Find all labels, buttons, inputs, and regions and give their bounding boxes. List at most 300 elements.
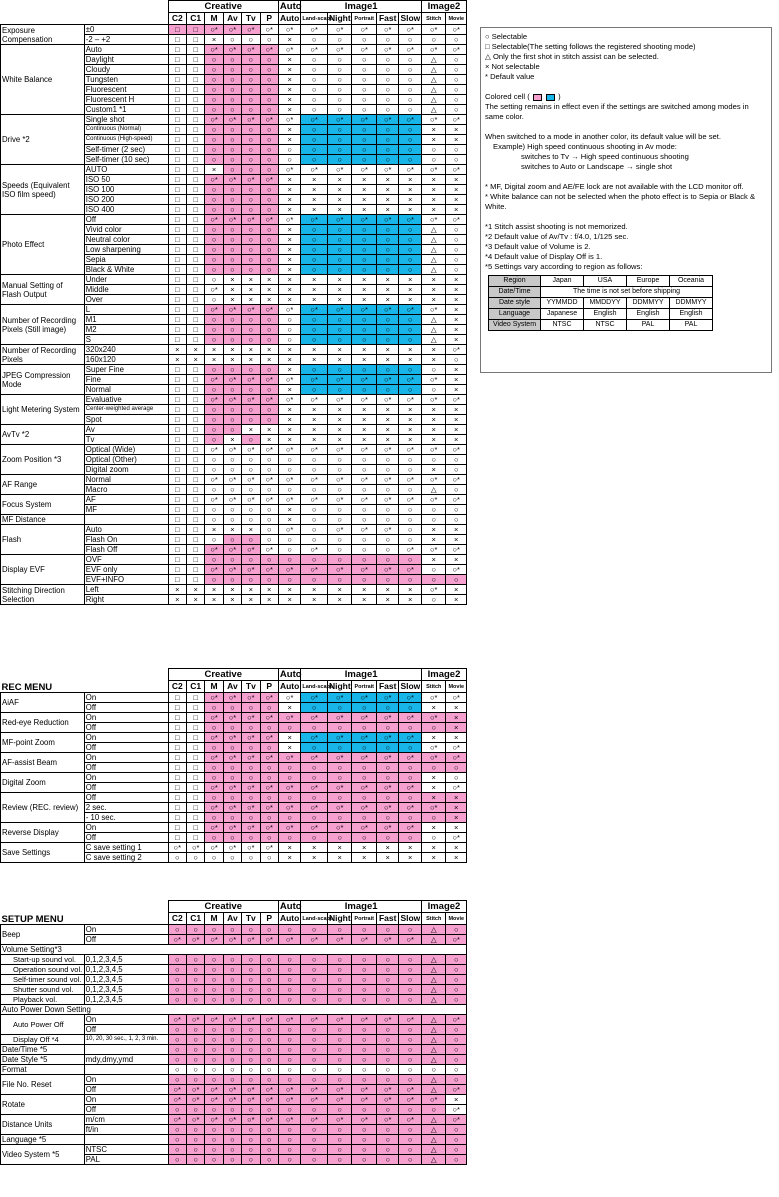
mode-cell: ○* — [352, 495, 377, 505]
mode-cell: ○* — [376, 733, 398, 743]
setting-label: m/cm — [84, 1115, 168, 1125]
colored-note: The setting remains in effect even if the settings are switched among modes in same color. — [485, 102, 749, 121]
mode-cell: ○* — [421, 45, 446, 55]
mode-cell: ○ — [205, 813, 223, 823]
mode-cell: ○ — [446, 455, 467, 465]
mode-cell: ○ — [260, 1125, 278, 1135]
mode-cell: × — [301, 185, 328, 195]
mode-cell: ○ — [242, 95, 260, 105]
mode-cell: ○ — [327, 1045, 352, 1055]
mode-cell: ○ — [376, 545, 398, 555]
mode-cell: ○ — [399, 1145, 422, 1155]
mode-cell: ○* — [399, 25, 422, 35]
mode-cell: × — [327, 585, 352, 595]
mode-cell: ○ — [301, 813, 328, 823]
mode-cell: ○ — [446, 465, 467, 475]
setting-label: Middle — [84, 285, 168, 295]
mode-cell: ○ — [327, 85, 352, 95]
mode-cell: ○ — [223, 145, 241, 155]
mode-cell: × — [278, 85, 300, 95]
mode-cell: ○* — [301, 165, 328, 175]
setting-label: On — [84, 925, 168, 935]
table-row — [1, 115, 467, 125]
mode-cell: × — [327, 175, 352, 185]
mode-cell: □ — [168, 185, 186, 195]
mode-cell: □ — [186, 525, 204, 535]
mode-cell: ○* — [260, 1085, 278, 1095]
mode-cell: ○* — [186, 843, 204, 853]
mode-cell: × — [421, 205, 446, 215]
mode-cell: × — [278, 65, 300, 75]
setting-label: Custom1 *1 — [84, 105, 168, 115]
mode-cell: ○ — [352, 763, 377, 773]
mode-cell: ○* — [446, 743, 467, 753]
mode-cell: × — [278, 235, 300, 245]
mode-cell: ○* — [327, 115, 352, 125]
mode-cell: ○ — [327, 235, 352, 245]
mode-cell: □ — [168, 75, 186, 85]
mode-cell: ○ — [205, 1055, 223, 1065]
mode-cell: □ — [168, 733, 186, 743]
mode-cell: × — [260, 345, 278, 355]
mode-cell: × — [301, 415, 328, 425]
section-label: Date/Time *5 — [1, 1045, 85, 1055]
region-cell: DDMMYY — [670, 298, 713, 309]
mode-cell: ○* — [223, 733, 241, 743]
mode-cell: □ — [186, 485, 204, 495]
mode-cell: △ — [421, 985, 446, 995]
section-label: Auto Power Off — [1, 1015, 85, 1035]
mode-cell: ○ — [327, 125, 352, 135]
mode-cell: ○* — [399, 215, 422, 225]
mode-cell: ○ — [278, 925, 300, 935]
mode-cell: ○ — [223, 85, 241, 95]
mode-cell: ○* — [352, 395, 377, 405]
mode-cell: × — [301, 425, 328, 435]
mode-cell: ○* — [327, 1115, 352, 1125]
mode-cell: ○ — [260, 95, 278, 105]
mode-cell: □ — [168, 165, 186, 175]
mode-cell: ○ — [301, 1125, 328, 1135]
mode-cell: × — [399, 195, 422, 205]
mode-cell: ○ — [399, 265, 422, 275]
mode-cell: ○* — [260, 25, 278, 35]
mode-cell: ○ — [352, 265, 377, 275]
mode-cell: ○* — [278, 495, 300, 505]
setting-label: Continuous (High-speed) — [84, 135, 168, 145]
group-header: Image2 — [421, 901, 466, 913]
mode-cell: ○* — [278, 215, 300, 225]
mode-cell: □ — [186, 25, 204, 35]
section-label: Self-timer sound vol. — [1, 975, 85, 985]
mode-cell: □ — [168, 145, 186, 155]
mode-cell: □ — [168, 465, 186, 475]
mode-cell: ○ — [399, 105, 422, 115]
mode-cell: ○ — [399, 1035, 422, 1045]
group-header: Auto — [279, 901, 302, 912]
mode-cell: × — [446, 385, 467, 395]
mode-cell: ○* — [446, 753, 467, 763]
mode-cell: □ — [168, 555, 186, 565]
mode-cell: ○* — [223, 1095, 241, 1105]
table-row — [1, 365, 467, 375]
mode-cell: ○ — [352, 773, 377, 783]
mode-cell: ○ — [327, 385, 352, 395]
mode-cell: □ — [168, 495, 186, 505]
mode-cell: ○ — [205, 295, 223, 305]
mode-cell: × — [446, 823, 467, 833]
mode-cell: ○ — [376, 225, 398, 235]
mode-cell: ○ — [352, 535, 377, 545]
mode-cell: ○ — [376, 1075, 398, 1085]
mode-cell: ○ — [352, 225, 377, 235]
setting-label: Off — [84, 703, 168, 713]
mode-cell: ○ — [376, 793, 398, 803]
table-row — [1, 823, 467, 833]
mode-cell: ○* — [327, 1085, 352, 1095]
mode-cell: □ — [168, 723, 186, 733]
mode-cell: × — [352, 195, 377, 205]
mode-cell: ○ — [205, 365, 223, 375]
table-row — [1, 1055, 467, 1065]
mode-cell: × — [242, 585, 260, 595]
mode-cell: ○ — [278, 793, 300, 803]
mode-cell: ○ — [352, 985, 377, 995]
mode-cell: ○ — [205, 405, 223, 415]
mode-cell: ○* — [205, 445, 223, 455]
mode-cell: × — [446, 405, 467, 415]
mode-cell: ○ — [421, 155, 446, 165]
mode-cell: □ — [186, 305, 204, 315]
mode-cell: × — [421, 135, 446, 145]
mode-cell: ○ — [205, 185, 223, 195]
mode-cell: ○ — [446, 955, 467, 965]
mode-cell: ○* — [242, 175, 260, 185]
setting-label: NTSC — [84, 1145, 168, 1155]
mode-cell: ○* — [301, 565, 328, 575]
mode-cell: × — [421, 195, 446, 205]
mode-header: M — [205, 681, 223, 693]
mode-cell: ○ — [205, 235, 223, 245]
mode-cell: × — [278, 255, 300, 265]
mode-cell: ○* — [278, 935, 300, 945]
table-row — [1, 555, 467, 565]
mode-cell: ○* — [223, 753, 241, 763]
mode-cell: × — [376, 185, 398, 195]
mode-cell: □ — [168, 535, 186, 545]
mode-cell: ○ — [223, 743, 241, 753]
mode-cell: ○* — [376, 935, 398, 945]
mode-cell: ○ — [168, 965, 186, 975]
mode-cell: ○ — [260, 955, 278, 965]
section-label: Rotate — [1, 1095, 85, 1115]
mode-cell: ○* — [223, 565, 241, 575]
mode-cell: ○ — [446, 1065, 467, 1075]
section-label: Auto Power Down Setting — [1, 1005, 467, 1015]
mode-cell: ○ — [278, 1045, 300, 1055]
setting-label: - 10 sec. — [84, 813, 168, 823]
mode-cell: ○* — [278, 803, 300, 813]
mode-cell: ○* — [352, 783, 377, 793]
mode-cell: ○* — [205, 215, 223, 225]
mode-cell: ○ — [168, 975, 186, 985]
mode-cell: □ — [186, 115, 204, 125]
mode-cell: ○ — [399, 1075, 422, 1085]
mode-cell: △ — [421, 235, 446, 245]
mode-cell: ○* — [260, 935, 278, 945]
mode-header: Fast — [376, 681, 398, 693]
mode-cell: □ — [168, 455, 186, 465]
setting-label: On — [84, 713, 168, 723]
mode-cell: △ — [421, 1025, 446, 1035]
mode-cell: × — [376, 843, 398, 853]
mode-cell: × — [421, 843, 446, 853]
mode-cell: ○* — [376, 305, 398, 315]
mode-cell: × — [399, 175, 422, 185]
mode-cell: □ — [168, 215, 186, 225]
mode-cell: ○* — [278, 693, 300, 703]
setting-label: Optical (Other) — [84, 455, 168, 465]
mode-cell: ○ — [376, 975, 398, 985]
mode-cell: × — [278, 75, 300, 85]
mode-cell: ○ — [223, 185, 241, 195]
mode-cell: ○ — [301, 743, 328, 753]
setting-label: Off — [84, 763, 168, 773]
mode-cell: ○ — [352, 575, 377, 585]
mode-cell: ○* — [242, 783, 260, 793]
mode-cell: ○ — [376, 813, 398, 823]
group-header: Auto — [279, 669, 302, 680]
mode-cell: × — [446, 853, 467, 863]
mode-cell: ○* — [205, 843, 223, 853]
mode-cell: ○ — [399, 145, 422, 155]
mode-cell: × — [376, 355, 398, 365]
mode-cell: △ — [421, 975, 446, 985]
mode-cell: ○ — [260, 265, 278, 275]
mode-cell: ○ — [301, 485, 328, 495]
mode-cell: ○ — [376, 995, 398, 1005]
mode-cell: × — [327, 843, 352, 853]
mode-cell: ○ — [352, 1075, 377, 1085]
mode-cell: × — [446, 325, 467, 335]
mode-cell: ○* — [186, 935, 204, 945]
mode-cell: ○ — [242, 1045, 260, 1055]
mode-cell: ○ — [223, 773, 241, 783]
mode-cell: ○* — [301, 45, 328, 55]
mode-cell: ○* — [205, 803, 223, 813]
mode-cell: ○ — [301, 1045, 328, 1055]
mode-cell: × — [446, 713, 467, 723]
mode-cell: × — [278, 505, 300, 515]
section-label: Number of Recording Pixels (Still image) — [1, 305, 85, 345]
setting-label: Digital zoom — [84, 465, 168, 475]
mode-cell: ○ — [168, 1135, 186, 1145]
mode-cell: ○ — [446, 85, 467, 95]
mode-cell: ○ — [205, 505, 223, 515]
mode-cell: ○ — [278, 315, 300, 325]
mode-cell: ○ — [168, 925, 186, 935]
mode-cell: × — [352, 275, 377, 285]
mode-cell: ○* — [446, 215, 467, 225]
mode-cell: ○* — [327, 475, 352, 485]
mode-cell: □ — [168, 545, 186, 555]
mode-cell: ○* — [421, 585, 446, 595]
mode-cell: ○ — [446, 105, 467, 115]
mode-cell: ○ — [399, 245, 422, 255]
setting-label: Low sharpening — [84, 245, 168, 255]
mode-cell: × — [205, 345, 223, 355]
mode-cell: ○ — [376, 85, 398, 95]
mode-cell: × — [446, 295, 467, 305]
mode-cell: × — [186, 585, 204, 595]
mode-cell: ○ — [376, 1145, 398, 1155]
section-label: White Balance — [1, 45, 85, 115]
region-cell: Oceania — [670, 276, 713, 287]
mode-header: P — [260, 913, 278, 925]
mode-cell: ○* — [242, 1085, 260, 1095]
mode-cell: × — [327, 405, 352, 415]
setting-label: L — [84, 305, 168, 315]
mode-header: C2 — [168, 13, 186, 25]
mode-cell: ○* — [327, 215, 352, 225]
mode-cell: ○ — [327, 545, 352, 555]
mode-cell: ○ — [446, 575, 467, 585]
mode-cell: ○ — [327, 925, 352, 935]
mode-cell: ○ — [421, 833, 446, 843]
mode-cell: ○ — [278, 555, 300, 565]
mode-cell: ○ — [327, 55, 352, 65]
mode-cell: ○ — [352, 325, 377, 335]
mode-cell: ○ — [376, 125, 398, 135]
mode-cell: ○ — [376, 265, 398, 275]
mode-cell: ○* — [301, 1085, 328, 1095]
mode-cell: ○ — [278, 723, 300, 733]
table-row — [1, 425, 467, 435]
settings-table-3 — [0, 900, 467, 1165]
setting-label: Off — [84, 1025, 168, 1035]
mode-cell: △ — [421, 995, 446, 1005]
table-row — [1, 445, 467, 455]
mode-cell: × — [301, 585, 328, 595]
mode-cell: ○ — [376, 65, 398, 75]
mode-cell: ○* — [278, 1095, 300, 1105]
mode-cell: □ — [186, 315, 204, 325]
section-label: Zoom Position *3 — [1, 445, 85, 475]
mode-cell: ○* — [260, 395, 278, 405]
mode-cell: ○ — [399, 465, 422, 475]
mode-cell: ○* — [376, 783, 398, 793]
mode-cell: ○ — [327, 65, 352, 75]
group-header: Image1 — [301, 1, 422, 13]
mode-cell: ○* — [352, 733, 377, 743]
group-header-row — [1, 901, 467, 913]
mode-cell: ○ — [327, 1155, 352, 1165]
mode-cell: ○ — [205, 265, 223, 275]
mode-cell: ○ — [223, 135, 241, 145]
mode-header: Av — [223, 913, 241, 925]
mode-cell: ○ — [242, 505, 260, 515]
example-title: Example) High speed continuous shooting in Av mode: — [493, 142, 677, 151]
mode-cell: ○* — [399, 935, 422, 945]
mode-cell: ○ — [186, 975, 204, 985]
mode-cell: ○ — [205, 975, 223, 985]
mode-cell: ○ — [278, 485, 300, 495]
mode-cell: ○* — [242, 753, 260, 763]
section-label: MF-point Zoom — [1, 733, 85, 753]
mode-cell: ○ — [205, 793, 223, 803]
mode-cell: ○ — [376, 135, 398, 145]
mode-cell: ○ — [327, 1035, 352, 1045]
mode-cell: ○* — [223, 823, 241, 833]
mode-cell: ○* — [205, 395, 223, 405]
mode-cell: ○ — [376, 555, 398, 565]
mode-cell: ○* — [223, 803, 241, 813]
mode-cell: ○ — [242, 65, 260, 75]
setting-label: ft/in — [84, 1125, 168, 1135]
mode-cell: △ — [421, 245, 446, 255]
mode-cell: ○ — [446, 965, 467, 975]
mode-cell: ○ — [205, 1105, 223, 1115]
mode-cell: □ — [186, 545, 204, 555]
footnote: *5 Settings vary according to region as follows: — [485, 262, 643, 271]
mode-cell: ○ — [168, 1065, 186, 1075]
mode-cell: ○ — [260, 505, 278, 515]
mode-cell: △ — [421, 255, 446, 265]
mode-cell: ○* — [446, 1115, 467, 1125]
mode-cell: ○* — [205, 753, 223, 763]
mode-cell: ○ — [352, 135, 377, 145]
mode-cell: ○ — [260, 125, 278, 135]
mode-cell: ○ — [446, 995, 467, 1005]
mode-cell: ○ — [223, 265, 241, 275]
mode-cell: □ — [168, 783, 186, 793]
mode-cell: × — [168, 585, 186, 595]
region-cell: USA — [584, 276, 627, 287]
mode-cell: ○ — [301, 763, 328, 773]
table-row — [1, 925, 467, 935]
mode-cell: ○ — [301, 105, 328, 115]
mode-cell: ○ — [260, 995, 278, 1005]
mode-cell: ○ — [352, 255, 377, 265]
mode-cell: ○* — [421, 375, 446, 385]
mode-cell: □ — [186, 285, 204, 295]
mode-cell: ○ — [278, 465, 300, 475]
mode-cell: × — [446, 843, 467, 853]
mode-cell: ○ — [260, 455, 278, 465]
mode-cell: ○ — [242, 1135, 260, 1145]
mode-cell: ○ — [399, 325, 422, 335]
mode-cell: ○ — [352, 833, 377, 843]
mode-cell: × — [399, 585, 422, 595]
mode-cell: □ — [186, 245, 204, 255]
mode-cell: ○ — [186, 985, 204, 995]
mode-cell: ○ — [205, 515, 223, 525]
setting-label: ISO 400 — [84, 205, 168, 215]
mode-cell: ○* — [260, 1095, 278, 1105]
mode-cell: ○* — [376, 25, 398, 35]
mode-cell: × — [260, 295, 278, 305]
mode-cell: ○ — [399, 955, 422, 965]
mode-cell: △ — [421, 935, 446, 945]
mode-cell: × — [205, 165, 223, 175]
mode-cell: × — [421, 535, 446, 545]
footnote: *2 Default value of Av/Tv : f/4.0, 1/125 sec. — [485, 232, 629, 241]
mode-cell: □ — [168, 275, 186, 285]
mode-cell: × — [242, 525, 260, 535]
mode-cell: ○ — [327, 95, 352, 105]
mode-cell: × — [399, 285, 422, 295]
mode-cell: ○ — [223, 35, 241, 45]
